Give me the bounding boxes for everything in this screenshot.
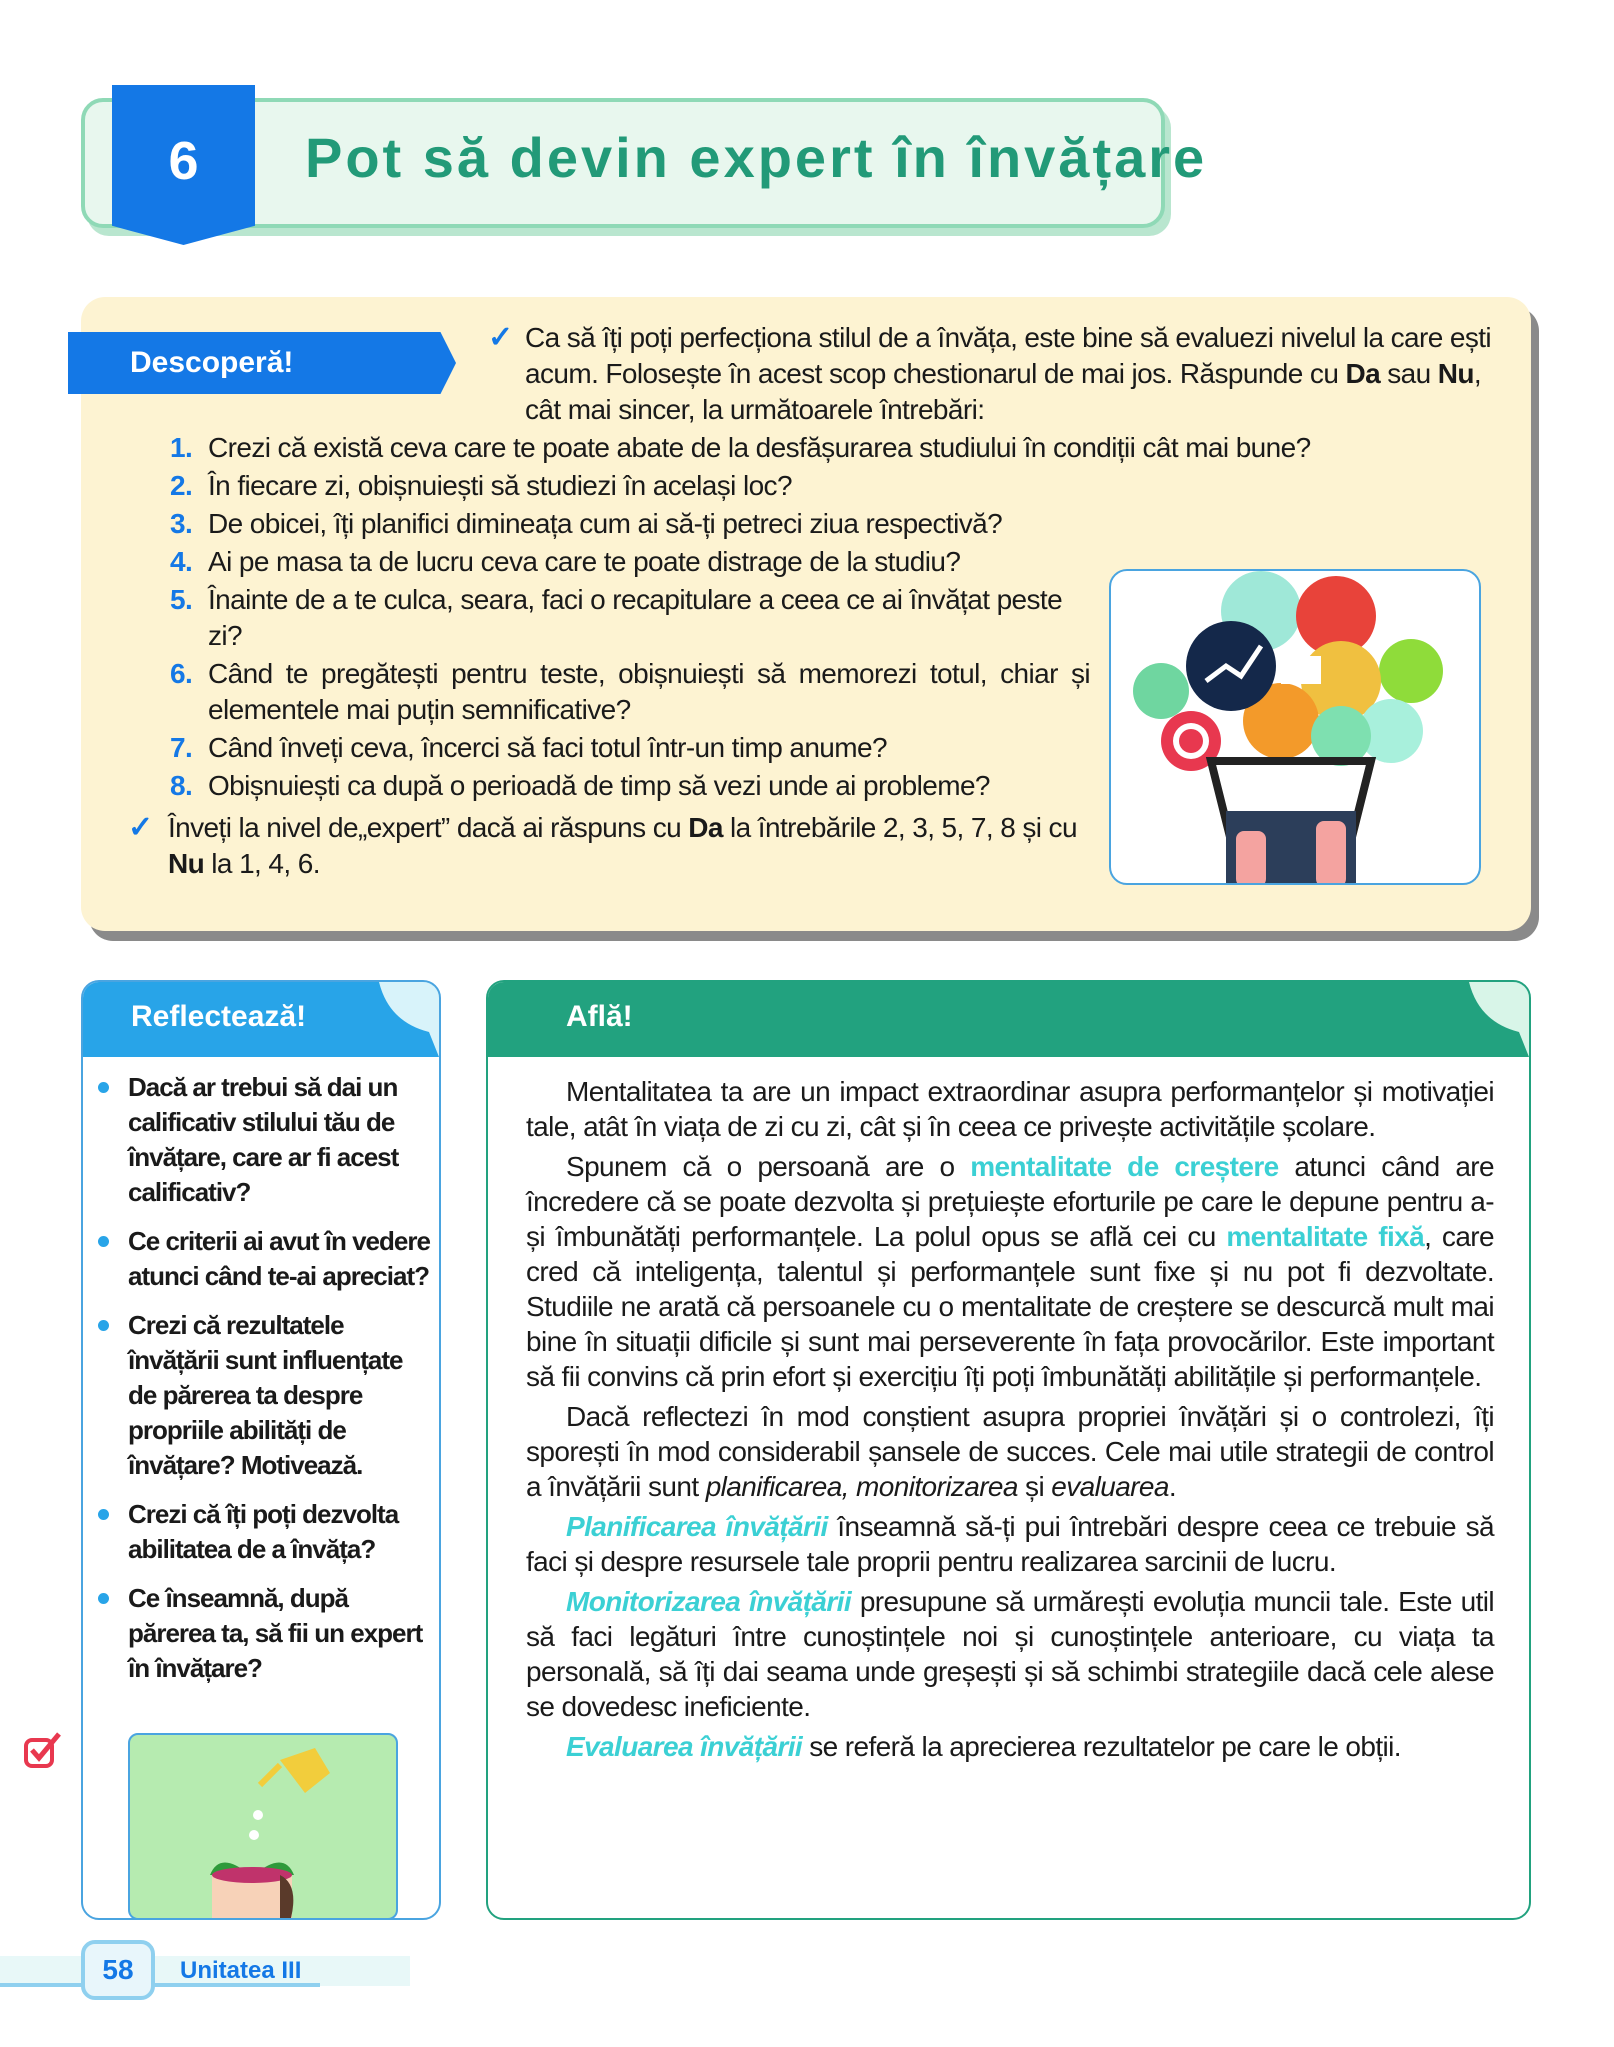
discover-content [128, 320, 1513, 882]
question-item [170, 582, 1090, 654]
learn-section [486, 980, 1531, 1920]
reflect-heading: Reflectează! [131, 1000, 307, 1033]
conclusion-nu: Nu [168, 848, 205, 879]
term-planning: Planificarea învățării [566, 1511, 828, 1542]
page-number: 58 [81, 1940, 155, 2000]
question-item [170, 430, 1510, 466]
question-text: Crezi că există ceva care te poate abate de la desfășurarea studiului în condiții cât mai bune? [208, 432, 1311, 463]
term-monitoring: Monitorizarea învățării [566, 1586, 852, 1617]
question-list [128, 430, 1513, 804]
paragraph [526, 1509, 1494, 1579]
discover-heading: Descoperă! [130, 346, 294, 379]
question-text: Când te pregătești pentru teste, obișnuiești să memorezi totul, chiar și elementele mai puțin semnificative? [208, 658, 1090, 725]
learn-heading: Află! [566, 1000, 633, 1033]
paragraph [526, 1729, 1494, 1764]
check-icon: ✓ [128, 811, 154, 844]
question-text: Ai pe masa ta de lucru ceva care te poate distrage de la studiu? [208, 546, 961, 577]
question-item [170, 656, 1090, 728]
conclusion-text: Înveți la nivel de„expert” dacă ai răspuns cu [168, 812, 689, 843]
learn-header [488, 982, 1529, 1057]
page-title: Pot să devin expert în învățare [305, 126, 1208, 189]
text: , care cred că inteligența, talentul și performanțele sunt fixe și nu pot fi dezvoltate. Studiile ne arată că persoanele cu o mentalitate de creștere se descurcă mult mai bine în situații dificile și sunt mai perseverente în fața provocărilor. Este important să fii convins că prin efort și exercițiu îți poți îmbunătăți abilitățile și performanțele. [526, 1221, 1494, 1392]
term-fixed-mindset: mentalitate fixă [1226, 1221, 1425, 1252]
question-number: 8. [170, 770, 193, 801]
discover-conclusion-row [128, 810, 1088, 882]
checkbox-checked-icon [23, 1732, 63, 1768]
text: Dacă reflectezi în mod conștient asupra propriei învățări și o controlezi, îți sporești în mod considerabil șansele de succes. Cele mai utile strategii de control a învățării sunt [526, 1401, 1494, 1502]
text: . [1168, 1471, 1177, 1502]
question-text: Obișnuiești ca după o perioadă de timp să vezi unde ai probleme? [208, 770, 990, 801]
reflect-question: Crezi că îți poți dezvolta abilitatea de a învăța? [128, 1497, 433, 1567]
question-text: De obicei, îți planifici dimineața cum ai să-ți petreci ziua respectivă? [208, 508, 1003, 539]
unit-label: Unitatea III [180, 1957, 302, 1984]
text: presupune să urmărești evoluția muncii tale. Este util să faci legături între cunoștințele noi și cunoștințele anterioare, cu viața ta personală, să îți dai seama unde greșești și să schimbi strategiile dacă cele alese se dovedesc ineficiente. [526, 1586, 1494, 1722]
reflect-question: Dacă ar trebui să dai un calificativ stilului tău de învățare, care ar fi acest calificativ? [128, 1070, 433, 1210]
term-evaluation: Evaluarea învățării [566, 1731, 803, 1762]
question-number: 3. [170, 508, 193, 539]
conclusion-text: la întrebările 2, 3, 5, 7, 8 și cu [722, 812, 1077, 843]
question-item [170, 768, 1090, 804]
question-number: 5. [170, 584, 193, 615]
reflect-question-list [128, 1070, 433, 1700]
discover-intro [525, 320, 1513, 428]
intro-da: Da [1345, 358, 1381, 389]
conclusion-da: Da [688, 812, 723, 843]
text: și [1017, 1471, 1052, 1502]
intro-text: , cât mai sincer, la următoarele întrebări: [525, 358, 1482, 425]
intro-nu: Nu [1437, 358, 1474, 389]
question-item [170, 544, 1090, 580]
question-number: 1. [170, 432, 193, 463]
reflect-question: Crezi că rezultatele învățării sunt influențate de părerea ta despre propriile abilități de învățare? Motivează. [128, 1308, 433, 1483]
chapter-number: 6 [168, 131, 199, 191]
text: se referă la aprecierea rezultatelor pe care le obții. [802, 1731, 1401, 1762]
question-number: 7. [170, 732, 193, 763]
plant-growth-illustration [128, 1733, 398, 1920]
text: atunci când are încredere că se poate dezvolta și prețuiește eforturile pe care le depune pentru a-și îmbunătăți performanțele. La polul opus se află cei cu [526, 1151, 1494, 1252]
question-text: În fiecare zi, obișnuiești să studiezi în același loc? [208, 470, 792, 501]
learn-body [526, 1074, 1494, 1769]
question-item [170, 730, 1090, 766]
discover-intro-row [488, 320, 1513, 428]
question-text: Când înveți ceva, încerci să faci totul într-un timp anume? [208, 732, 887, 763]
term-growth-mindset: mentalitate de creștere [970, 1151, 1279, 1182]
intro-text: sau [1380, 358, 1438, 389]
paragraph [526, 1149, 1494, 1394]
text: înseamnă să-ți pui întrebări despre ceea ce trebuie să faci și despre resursele tale proprii pentru realizarea sarcinii de lucru. [526, 1511, 1494, 1577]
text-italic: evaluarea [1051, 1471, 1169, 1502]
text-italic: planificarea, monitorizarea [705, 1471, 1018, 1502]
reflect-question: Ce înseamnă, după părerea ta, să fii un expert în învățare? [128, 1581, 433, 1686]
question-number: 4. [170, 546, 193, 577]
paragraph [526, 1584, 1494, 1724]
discover-conclusion [168, 810, 1088, 882]
text: Spunem că o persoană are o [566, 1151, 971, 1182]
question-text: Înainte de a te culca, seara, faci o recapitulare a ceea ce ai învățat peste zi? [208, 584, 1063, 651]
reflect-question: Ce criterii ai avut în vedere atunci când te-ai apreciat? [128, 1224, 433, 1294]
check-icon: ✓ [488, 321, 514, 354]
question-number: 6. [170, 658, 193, 689]
paragraph [526, 1399, 1494, 1504]
intro-text: Ca să îți poți perfecționa stilul de a învăța, este bine să evaluezi nivelul la care ești acum. Folosește în acest scop chestionarul de mai jos. Răspunde cu [525, 322, 1492, 389]
question-number: 2. [170, 470, 193, 501]
paragraph: Mentalitatea ta are un impact extraordinar asupra performanțelor și motivației tale, atât în viața de zi cu zi, cât și în ceea ce privește activitățile școlare. [526, 1076, 1494, 1142]
question-item [170, 468, 1270, 504]
conclusion-text: la 1, 4, 6. [204, 848, 320, 879]
question-item [170, 506, 1270, 542]
